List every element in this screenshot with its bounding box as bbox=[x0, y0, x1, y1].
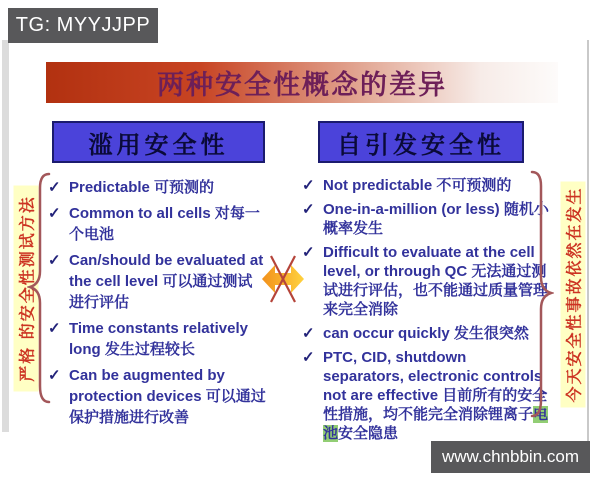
list-item-text: One-in-a-million (or less) 随机小概率发生 bbox=[323, 201, 549, 237]
check-icon: ✓ bbox=[48, 205, 61, 222]
check-icon: ✓ bbox=[302, 349, 315, 366]
check-icon: ✓ bbox=[48, 320, 61, 337]
side-label-accidents-still-happen: 今天安全性事故依然在发生 bbox=[561, 182, 586, 408]
list-item bbox=[302, 348, 549, 443]
list-item-text: Predictable 可预测的 bbox=[69, 179, 215, 196]
list-item-text: can occur quickly 发生很突然 bbox=[323, 325, 529, 342]
page-title: 两种安全性概念的差异 bbox=[157, 70, 447, 101]
list-item bbox=[302, 324, 549, 343]
header-abuse-safety: 滥用安全性 bbox=[52, 121, 265, 163]
tg-badge: TG: MYYJJPP bbox=[8, 8, 158, 43]
side-label-strict-testing: 严格 的安全性测试方法 bbox=[14, 186, 39, 392]
list-item bbox=[48, 318, 267, 360]
list-item-text: Can be augmented by protection devices 可以通过保护措施进行改善 bbox=[69, 367, 266, 426]
header-self-induced-safety: 自引发安全性 bbox=[318, 121, 524, 163]
list-item bbox=[48, 177, 267, 198]
abuse-safety-list bbox=[48, 177, 267, 428]
list-item-text: Time constants relatively long 发生过程较长 bbox=[69, 320, 248, 358]
left-brace bbox=[27, 172, 53, 404]
list-item-text: Not predictable 不可预测的 bbox=[323, 177, 512, 194]
slide-title-bar bbox=[46, 62, 558, 103]
watermark-url: www.chnbbin.com bbox=[431, 441, 590, 473]
screenshot-edge-strip bbox=[2, 40, 9, 432]
list-item-text: Can/should be evaluated at the cell level 可以通过测试进行评估 bbox=[69, 252, 264, 311]
list-item bbox=[48, 365, 267, 428]
list-item bbox=[48, 203, 267, 245]
self-induced-safety-list bbox=[302, 176, 549, 443]
check-icon: ✓ bbox=[302, 177, 315, 194]
highlighted-text: 电池 bbox=[323, 406, 549, 442]
check-icon: ✓ bbox=[302, 325, 315, 342]
list-item-text: Common to all cells 对每一个电池 bbox=[69, 205, 260, 243]
list-item bbox=[302, 200, 549, 238]
list-item-text: PTC, CID, shutdown separators, electronic controls not are effective 目前所有的安全性措施，均不能完全消除锂离子电池安全隐患 bbox=[323, 349, 549, 442]
list-item bbox=[302, 243, 549, 319]
list-item bbox=[302, 176, 549, 195]
screenshot-edge-line bbox=[587, 40, 589, 442]
crossed-double-arrow-icon bbox=[248, 244, 318, 314]
check-icon: ✓ bbox=[302, 201, 315, 218]
right-brace bbox=[528, 170, 554, 418]
check-icon: ✓ bbox=[48, 252, 61, 269]
check-icon: ✓ bbox=[48, 367, 61, 384]
list-item-text: Difficult to evaluate at the cell level, or through QC 无法通过测试进行评估，也不能通过质量管理来完全消除 bbox=[323, 244, 549, 318]
check-icon: ✓ bbox=[48, 179, 61, 196]
check-icon: ✓ bbox=[302, 244, 315, 261]
list-item bbox=[48, 250, 267, 313]
